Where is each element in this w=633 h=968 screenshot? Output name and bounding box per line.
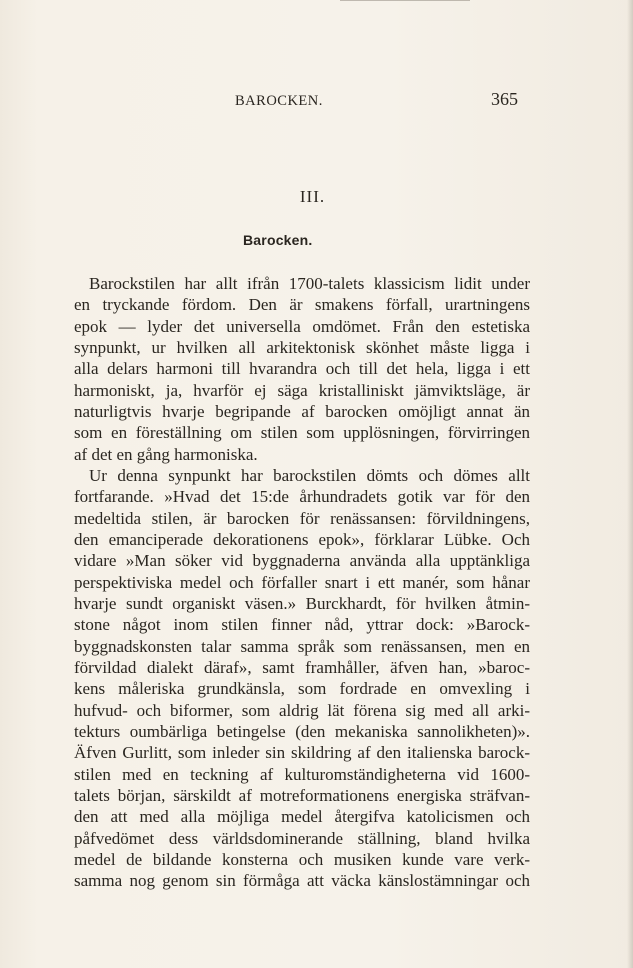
page-number: 365 — [491, 89, 518, 109]
text-line: byggnadskonsten talar samma språk som renässansen, men en — [74, 636, 530, 656]
text-line: förvildad dialekt däraf», samt framhåller, äfven han, »baroc- — [74, 657, 530, 677]
scan-mark — [340, 0, 470, 1]
text-line: naturligtvis hvarje begripande af barocken omöjligt annat än — [74, 401, 530, 421]
text-line: fortfarande. »Hvad det 15:de århundradets gotik var för den — [74, 487, 530, 507]
text-line: Ur denna synpunkt har barockstilen dömts och dömes allt — [89, 465, 530, 485]
body-text — [74, 273, 530, 892]
text-line: medel de bildande konsterna och musiken kunde vare verk- — [74, 849, 530, 869]
text-line: stilen med en teckning af kulturomständigheterna vid 1600- — [74, 764, 530, 784]
section-number — [0, 187, 633, 207]
section-title: Barocken. — [243, 232, 313, 248]
text-line: hvarje sundt organiskt väsen.» Burckhardt, för hvilken åtmin- — [74, 593, 530, 613]
running-head: BAROCKEN. — [235, 93, 323, 109]
text-line: Barockstilen har allt ifrån 1700-talets klassicism lidit under — [89, 274, 530, 293]
text-line: påfvedömet dess världsdominerande ställning, bland hvilka — [74, 828, 530, 848]
text-line: Äfven Gurlitt, som inleder sin skildring af den italienska barock- — [74, 743, 530, 763]
text-line: perspektiviska medel och förfaller snart i ett manér, som hånar — [74, 572, 530, 592]
text-line: synpunkt, ur hvilken all arkitektonisk skönhet måste ligga i — [74, 337, 530, 357]
text-line: den att med alla möjliga medel återgifva katolicismen och — [74, 807, 530, 827]
text-line: stone något inom stilen finner nåd, yttrar dock: »Barock- — [74, 615, 530, 635]
page-edge-shadow — [627, 0, 633, 968]
text-line: talets början, särskildt af motreformationens energiska sträfvan- — [74, 785, 530, 805]
text-line: samma nog genom sin förmåga att väcka känslostämningar och — [74, 871, 530, 891]
text-line: alla delars harmoni till hvarandra och till det hela, ligga i ett — [74, 359, 530, 379]
text-line: epok — lyder det universella omdömet. Från den estetiska — [74, 316, 530, 336]
text-line: hufvud- och biformer, som aldrig lät förena sig med all arki- — [74, 700, 530, 720]
text-line: den emanciperade dekorationens epok», förklarar Lübke. Och — [74, 529, 530, 549]
text-line: en tryckande fördom. Den är smakens förfall, urartningens — [74, 295, 530, 315]
text-line: kens måleriska grundkänsla, som fordrade en omvexling i — [74, 679, 530, 699]
text-line: tekturs oumbärliga betingelse (den mekaniska sannolikheten)». — [74, 721, 530, 741]
text-line: harmoniskt, ja, hvarför ej säga kristalliniskt jämviktsläge, är — [74, 380, 530, 400]
text-line: medeltida stilen, är barocken för renässansen: förvildningens, — [74, 508, 530, 528]
text-line: som en föreställning om stilen som upplösningen, förvirringen — [74, 423, 530, 443]
section-number-text: III. — [299, 187, 326, 206]
text-line: vidare »Man söker vid byggnaderna använda alla upptänkliga — [74, 551, 530, 571]
text-line: af det en gång harmoniska. — [74, 444, 258, 464]
